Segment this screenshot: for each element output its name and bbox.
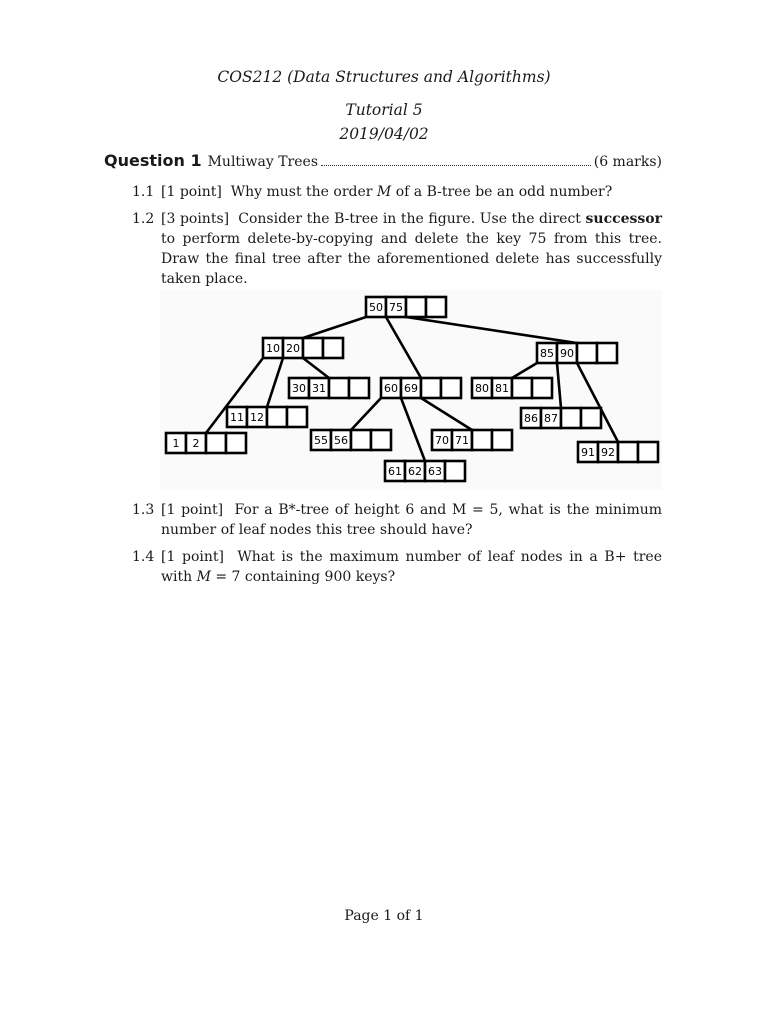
- node-key: 81: [495, 382, 509, 395]
- node-key: 55: [314, 434, 328, 447]
- node-key-cell: [426, 297, 446, 317]
- node-key-cell: [472, 430, 492, 450]
- subquestion-points: [3 points]: [161, 211, 230, 227]
- page-footer: Page 1 of 1: [344, 908, 424, 924]
- node-key-cell: [267, 407, 287, 427]
- node-key-cell: [512, 378, 532, 398]
- node-key-cell: [445, 461, 465, 481]
- node-key: 92: [601, 446, 615, 459]
- node-key: 1: [172, 437, 180, 450]
- node-key-cell: [532, 378, 552, 398]
- subquestion-text: = 7 containing 900 keys?: [210, 569, 396, 585]
- node-key: 56: [334, 434, 348, 447]
- btree-node: [432, 430, 512, 450]
- node-key: 60: [384, 382, 398, 395]
- dot-leader: [321, 165, 591, 166]
- node-key: 91: [581, 446, 595, 459]
- subquestion-text: For a B*-tree of height 6 and M = 5, what is the minimum number of leaf nodes this tree should have?: [161, 502, 663, 538]
- node-key: 85: [540, 347, 554, 360]
- subquestion-1-2: [132, 209, 662, 289]
- node-key-cell: [226, 433, 246, 453]
- node-key: 20: [286, 342, 300, 355]
- node-key-cell: [441, 378, 461, 398]
- node-key: 69: [404, 382, 418, 395]
- subquestion-number: 1.3: [132, 502, 155, 518]
- node-key-cell: [597, 343, 617, 363]
- node-key-cell: [406, 297, 426, 317]
- node-key: 31: [312, 382, 326, 395]
- node-key-cell: [329, 378, 349, 398]
- node-key-cell: [206, 433, 226, 453]
- btree-node: [289, 378, 369, 398]
- subquestion-text: to perform delete-by-copying and delete the key 75 from this tree. Draw the final tree after the aforementioned delete has successfully taken place.: [161, 231, 662, 287]
- subquestion-number: 1.4: [132, 549, 155, 565]
- btree-node: [578, 442, 658, 462]
- node-key: 10: [266, 342, 280, 355]
- node-key: 86: [524, 412, 538, 425]
- btree-node: [366, 297, 446, 317]
- btree-node: [381, 378, 461, 398]
- btree-figure: [160, 290, 662, 490]
- tutorial-title: Tutorial 5: [345, 101, 423, 119]
- subquestion-1-1: [132, 182, 662, 202]
- subquestion-text: of a B-tree be an odd number?: [391, 184, 613, 200]
- subquestion-points: [1 point]: [161, 184, 222, 200]
- math-variable: M: [196, 569, 211, 585]
- node-key-cell: [561, 408, 581, 428]
- math-variable: M: [376, 184, 392, 200]
- node-key-cell: [323, 338, 343, 358]
- btree-node: [166, 433, 246, 453]
- node-key-cell: [577, 343, 597, 363]
- node-key: 70: [435, 434, 449, 447]
- node-key-cell: [351, 430, 371, 450]
- question-topic: Multiway Trees: [207, 154, 319, 170]
- node-key: 71: [455, 434, 469, 447]
- node-key-cell: [581, 408, 601, 428]
- node-key-cell: [492, 430, 512, 450]
- node-key-cell: [371, 430, 391, 450]
- node-key: 80: [475, 382, 489, 395]
- node-key-cell: [287, 407, 307, 427]
- node-key-cell: [618, 442, 638, 462]
- node-key: 12: [250, 411, 264, 424]
- node-key: 87: [544, 412, 558, 425]
- btree-node: [227, 407, 307, 427]
- emphasis-text: successor: [585, 211, 663, 227]
- subquestion-number: 1.1: [132, 184, 155, 200]
- subquestion-number: 1.2: [132, 211, 155, 227]
- course-title: COS212 (Data Structures and Algorithms): [217, 68, 551, 86]
- node-key: 61: [388, 465, 402, 478]
- node-key: 50: [369, 301, 383, 314]
- btree-node: [385, 461, 465, 481]
- node-key-cell: [638, 442, 658, 462]
- node-key: 2: [192, 437, 200, 450]
- subquestion-text: Consider the B-tree in the figure. Use the direct: [238, 211, 586, 227]
- btree-node: [263, 338, 343, 358]
- btree-node: [537, 343, 617, 363]
- subquestion-points: [1 point]: [161, 549, 225, 565]
- question-heading: [104, 151, 662, 173]
- node-key-cell: [303, 338, 323, 358]
- node-key: 30: [292, 382, 306, 395]
- subquestion-points: [1 point]: [161, 502, 224, 518]
- subquestion-text: What is the maximum number of leaf nodes in a B+ tree with: [161, 549, 662, 585]
- node-key-cell: [349, 378, 369, 398]
- node-key: 90: [560, 347, 574, 360]
- node-key: 75: [389, 301, 403, 314]
- btree-node: [311, 430, 391, 450]
- node-key-cell: [421, 378, 441, 398]
- btree-node: [472, 378, 552, 398]
- node-key: 62: [408, 465, 422, 478]
- subquestion-1-4: [132, 547, 662, 587]
- question-label: Question 1: [104, 151, 202, 170]
- node-key: 11: [230, 411, 244, 424]
- subquestion-text: Why must the order: [230, 184, 377, 200]
- question-marks: (6 marks): [593, 154, 662, 170]
- node-key: 63: [428, 465, 442, 478]
- tutorial-date: 2019/04/02: [339, 125, 429, 143]
- btree-node: [521, 408, 601, 428]
- subquestion-1-3: [132, 500, 662, 540]
